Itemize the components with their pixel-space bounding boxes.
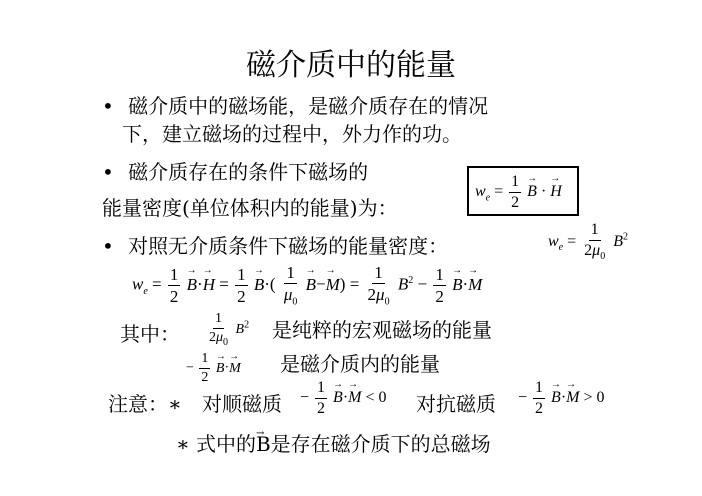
formula-expanded: $w_e$ = $\frac{1}{2}$ → B·→ H = $\frac{1}{2}$ → B·( $\frac{1}{\mu_0}$ → B−→ M) = $\frac{1}{2\mu_0}$ $B^2$ − $\frac{1}{2}$ → B·→ M [132,264,482,307]
bullet-2 [102,160,368,184]
bullet-2-cont: 能量密度(单位体积内的能量)为： [102,196,398,220]
formula-wbh: $w_e$ = $\frac{1}{2}$ → B · → H [475,174,562,211]
note-label: 注意：∗ [108,392,182,416]
bullet-1-text: 磁介质中的磁场能，是磁介质存在的情况 [128,94,489,118]
formula-pure-field: $\frac{1}{2\mu_0}$ $B^2$ [209,311,250,348]
formula-vacuum-energy: $w_e$ = $\frac{1}{2\mu_0}$ $B^2$ [548,221,628,263]
diamag-label: 对抗磁质 [416,392,496,416]
slide-title: 磁介质中的能量 [246,48,456,83]
bullet-1 [102,94,488,118]
bullet-dot: • [102,234,114,258]
star-note [176,432,491,456]
bullet-2-text: 磁介质存在的条件下磁场的 [128,160,369,184]
pure-field-text: 是纯粹的宏观磁场的能量 [272,318,492,342]
energy-density-formula-box [467,166,579,216]
bullet-dot: • [102,94,114,118]
formula-paramag: − $\frac{1}{2}$ → B·→ M < 0 [300,380,387,417]
star-note-b: → B [256,432,271,456]
paramag-label: 对顺磁质 [202,392,282,416]
star-note-prefix: ∗ 式中的 [176,432,256,456]
bullet-3-text: 对照无介质条件下磁场的能量密度： [128,234,449,258]
bullet-dot: • [102,160,114,184]
other-label: 其中： [120,322,180,346]
bullet-3 [102,234,448,258]
bullet-1-cont: 下，建立磁场的过程中，外力作的功。 [122,122,462,146]
formula-diamag: − $\frac{1}{2}$ → B·→ M > 0 [518,380,605,417]
star-note-rest: 是存在磁介质下的总磁场 [270,432,491,456]
medium-energy-text: 是磁介质内的能量 [280,352,440,376]
formula-medium: − $\frac{1}{2}$ → B·→ M [186,352,241,385]
